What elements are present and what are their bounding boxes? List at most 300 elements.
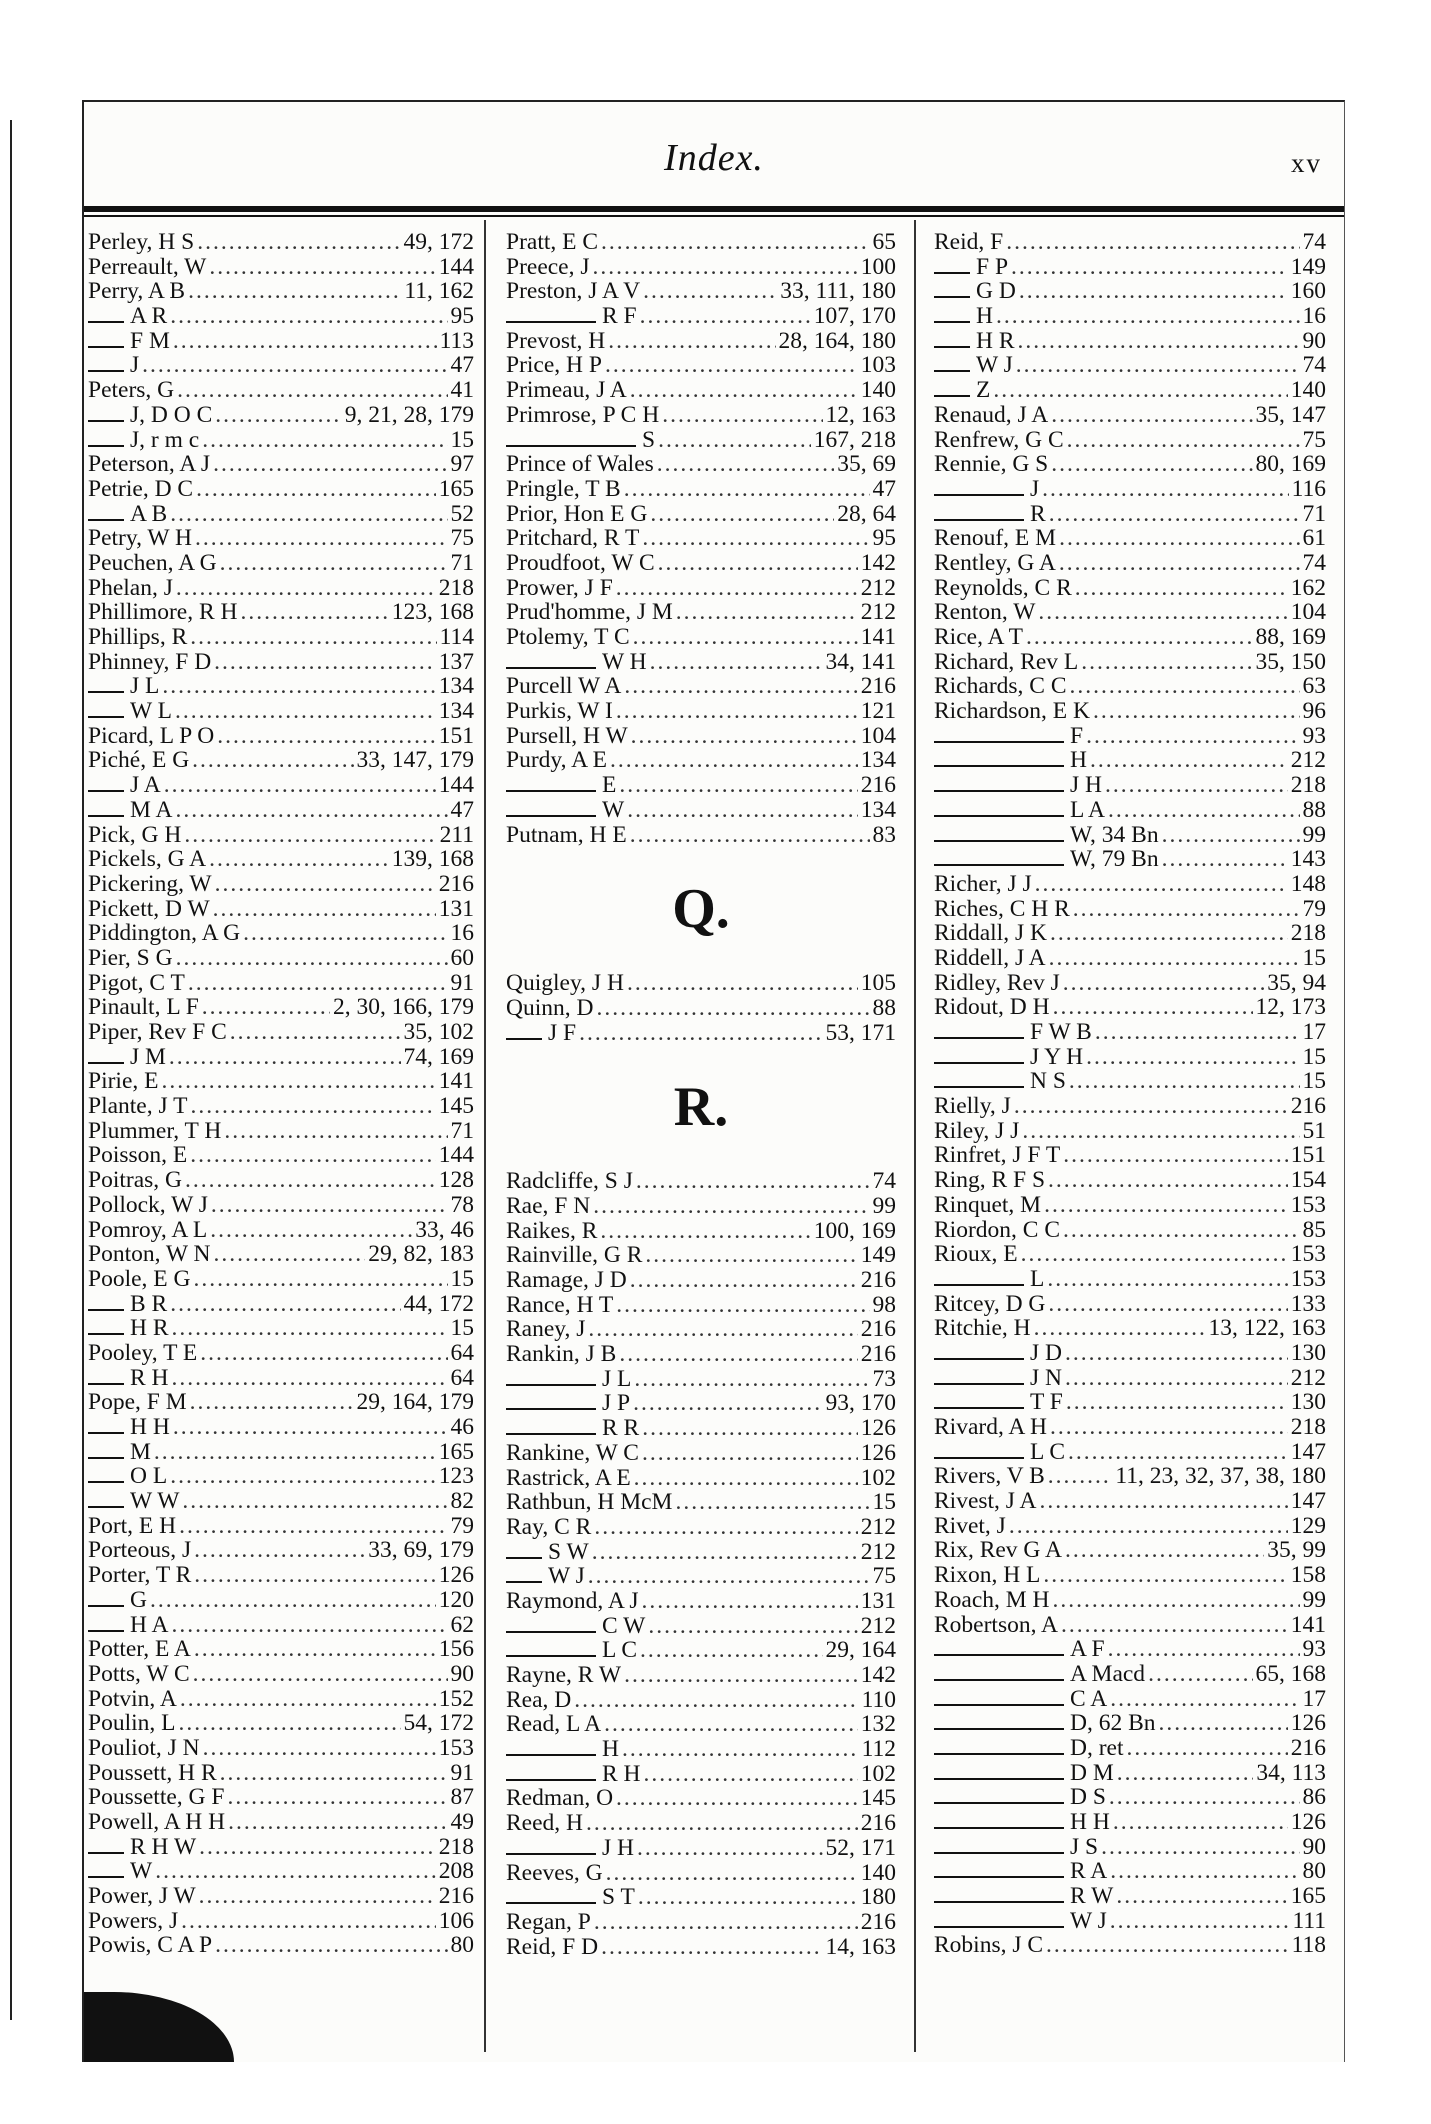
index-entry <box>506 403 896 428</box>
entry-name: J <box>1030 476 1040 502</box>
entry-name: D S <box>1070 1785 1106 1810</box>
entry-pages: 74, 169 <box>403 1044 474 1070</box>
entry-name: S T <box>602 1885 635 1910</box>
entry-pages: 78 <box>450 1192 474 1218</box>
leader-dots <box>190 1390 354 1415</box>
entry-pages: 60 <box>450 945 474 971</box>
entry-pages: 216 <box>860 1268 896 1293</box>
entry-pages: 216 <box>860 1342 896 1367</box>
leader-dots <box>180 1687 436 1712</box>
index-entry <box>506 1490 896 1515</box>
index-entry <box>88 452 474 477</box>
ditto-dash <box>88 1448 124 1459</box>
leader-dots <box>150 1588 436 1613</box>
index-entry <box>934 1687 1326 1712</box>
entry-pages: 93, 170 <box>825 1391 896 1417</box>
leader-dots <box>574 1688 858 1713</box>
entry-pages: 88 <box>1302 797 1326 823</box>
index-entry <box>88 600 474 625</box>
index-entry <box>88 897 474 922</box>
entry-pages: 61 <box>1302 526 1326 551</box>
leader-dots <box>172 1316 448 1341</box>
leader-dots <box>588 1564 870 1589</box>
entry-pages: 34, 141 <box>825 649 896 675</box>
index-entry <box>506 1515 896 1540</box>
entry-pages: 218 <box>1290 773 1326 798</box>
index-entry <box>88 1711 474 1736</box>
leader-dots <box>606 1861 858 1886</box>
entry-name: Rixon, H L <box>934 1563 1041 1588</box>
entry-name: Poussette, G F <box>88 1785 225 1810</box>
leader-dots <box>1108 798 1299 823</box>
entry-pages: 218 <box>438 575 474 601</box>
leader-dots <box>173 1415 448 1440</box>
entry-pages: 49, 172 <box>403 230 474 255</box>
entry-name: Pick, G H <box>88 822 182 848</box>
index-entry <box>506 1589 896 1614</box>
entry-pages: 35, 150 <box>1255 649 1326 675</box>
entry-pages: 73 <box>872 1366 896 1392</box>
index-entry <box>88 1193 474 1218</box>
leader-dots <box>993 378 1287 403</box>
entry-name: Prevost, H <box>506 328 606 354</box>
entry-pages: 218 <box>1290 921 1326 946</box>
entry-name: Renaud, J A <box>934 402 1049 428</box>
entry-pages: 28, 164, 180 <box>778 328 896 354</box>
header-rule-thin <box>84 215 1344 217</box>
index-entry <box>506 798 896 823</box>
entry-pages: 91 <box>450 1760 474 1786</box>
leader-dots <box>194 1637 436 1662</box>
header-rule <box>84 206 1344 212</box>
index-entry <box>506 823 896 848</box>
entry-name: J L <box>130 674 160 700</box>
entry-pages: 107, 170 <box>813 304 896 329</box>
entry-pages: 218 <box>438 1834 474 1860</box>
entry-name: Pirie, E <box>88 1069 159 1095</box>
index-entry <box>88 1736 474 1761</box>
leader-dots <box>1016 353 1300 378</box>
leader-dots <box>588 1317 857 1342</box>
index-entry <box>88 798 474 823</box>
index-entry <box>934 1267 1326 1292</box>
entry-name: Rice, A T <box>934 625 1023 650</box>
index-entry <box>88 699 474 724</box>
index-entry <box>934 1859 1326 1884</box>
leader-dots <box>1116 1884 1287 1909</box>
entry-name: Rayne, R W <box>506 1663 622 1688</box>
entry-name: Price, H P <box>506 353 602 379</box>
index-entry <box>506 1243 896 1268</box>
entry-name: Rinfret, J F T <box>934 1143 1061 1169</box>
ditto-dash <box>934 337 970 348</box>
entry-name: H A <box>130 1612 169 1638</box>
index-page <box>82 100 1345 2062</box>
index-entry <box>506 477 896 502</box>
entry-name: Phillimore, R H <box>88 600 238 625</box>
index-entry <box>934 1020 1326 1045</box>
entry-name: L <box>1030 1266 1045 1292</box>
index-entry <box>88 1909 474 1934</box>
entry-name: R H W <box>130 1834 197 1860</box>
entry-pages: 99 <box>1302 1587 1326 1613</box>
entry-name: J H <box>602 1835 634 1861</box>
entry-pages: 132 <box>860 1712 896 1738</box>
leader-dots <box>605 353 858 378</box>
entry-name: Pouliot, J N <box>88 1735 200 1761</box>
leader-dots <box>213 897 436 922</box>
index-entry <box>88 650 474 675</box>
leader-dots <box>1068 1440 1288 1465</box>
entry-name: Powers, J <box>88 1908 179 1934</box>
entry-pages: 35, 94 <box>1267 970 1326 996</box>
index-entry <box>506 1391 896 1416</box>
leader-dots <box>178 1711 400 1736</box>
entry-pages: 35, 69 <box>837 452 896 477</box>
entry-pages: 88, 169 <box>1255 625 1326 650</box>
entry-name: Riches, C H R <box>934 896 1070 922</box>
entry-pages: 145 <box>860 1786 896 1812</box>
leader-dots <box>1109 1785 1300 1810</box>
entry-name: Piddington, A G <box>88 921 241 946</box>
entry-pages: 52 <box>450 501 474 527</box>
ditto-dash <box>934 510 1024 521</box>
entry-name: Ponton, W N <box>88 1242 211 1267</box>
index-entry <box>506 699 896 724</box>
entry-name: J M <box>130 1044 166 1070</box>
leader-dots <box>170 1464 436 1489</box>
entry-pages: 75 <box>872 1564 896 1589</box>
index-entry <box>88 1242 474 1267</box>
leader-dots <box>1095 1020 1300 1045</box>
entry-pages: 212 <box>860 575 896 601</box>
entry-name: Read, L A <box>506 1712 602 1738</box>
leader-dots <box>616 1293 869 1318</box>
entry-pages: 216 <box>1290 1735 1326 1761</box>
index-entry <box>934 477 1326 502</box>
leader-dots <box>172 1613 448 1638</box>
leader-dots <box>648 1614 857 1639</box>
ditto-dash <box>934 1793 1064 1804</box>
leader-dots <box>650 502 834 527</box>
entry-name: Riddall, J K <box>934 921 1047 946</box>
entry-pages: 95 <box>450 304 474 329</box>
entry-pages: 130 <box>1290 1340 1326 1366</box>
entry-name: Phillips, R <box>88 625 188 650</box>
index-entry <box>506 1021 896 1046</box>
entry-pages: 153 <box>1290 1266 1326 1292</box>
entry-name: J <box>130 353 140 379</box>
index-entry <box>506 526 896 551</box>
leader-dots <box>640 304 811 329</box>
entry-name: Picard, L P O <box>88 723 215 749</box>
leader-dots <box>1127 1736 1288 1761</box>
index-entry <box>88 329 474 354</box>
index-entry <box>88 773 474 798</box>
entry-pages: 139, 168 <box>391 847 474 872</box>
entry-name: R F <box>602 304 637 329</box>
entry-name: M A <box>130 797 173 823</box>
entry-pages: 79 <box>1302 896 1326 922</box>
entry-name: W J <box>976 353 1013 379</box>
leader-dots <box>636 1169 870 1194</box>
entry-pages: 212 <box>860 600 896 625</box>
leader-dots <box>1044 1193 1288 1218</box>
entry-pages: 100 <box>860 254 896 280</box>
index-entry <box>88 921 474 946</box>
leader-dots <box>1065 1366 1288 1391</box>
entry-name: Reeves, G <box>506 1860 603 1886</box>
ditto-dash <box>88 707 124 718</box>
index-entry <box>506 650 896 675</box>
index-entry <box>934 724 1326 749</box>
entry-pages: 216 <box>860 674 896 700</box>
entry-pages: 140 <box>860 378 896 403</box>
index-entry <box>88 1785 474 1810</box>
index-entry <box>506 230 896 255</box>
entry-name: Porteous, J <box>88 1538 192 1564</box>
entry-pages: 47 <box>872 476 896 502</box>
entry-name: Pier, S G <box>88 945 173 971</box>
entry-pages: 17 <box>1302 1686 1326 1712</box>
entry-name: F <box>1070 723 1084 749</box>
entry-name: Rioux, E <box>934 1242 1018 1267</box>
leader-dots <box>650 650 823 675</box>
leader-dots <box>593 1194 869 1219</box>
index-entry <box>934 600 1326 625</box>
entry-pages: 93 <box>1302 723 1326 749</box>
entry-name: Potts, W C <box>88 1661 190 1687</box>
entry-name: Ritcey, D G <box>934 1291 1046 1317</box>
leader-dots <box>1034 1316 1206 1341</box>
entry-name: W J <box>1070 1908 1107 1934</box>
leader-dots <box>220 1761 448 1786</box>
index-entry <box>506 1762 896 1787</box>
entry-pages: 74 <box>1302 550 1326 576</box>
entry-name: Rivet, J <box>934 1513 1006 1539</box>
entry-pages: 212 <box>860 1613 896 1639</box>
entry-name: H R <box>976 328 1015 354</box>
index-entry <box>88 1810 474 1835</box>
ditto-dash <box>934 361 970 372</box>
index-entry <box>934 1563 1326 1588</box>
leader-dots <box>202 995 330 1020</box>
leader-dots <box>1059 551 1300 576</box>
entry-pages: 118 <box>1291 1933 1326 1959</box>
index-entry <box>88 872 474 897</box>
leader-dots <box>1093 699 1300 724</box>
index-entry <box>88 1588 474 1613</box>
index-entry <box>88 847 474 872</box>
entry-name: Pope, F M <box>88 1390 187 1415</box>
leader-dots <box>170 502 447 527</box>
leader-dots <box>1047 1267 1287 1292</box>
leader-dots <box>1148 1662 1252 1687</box>
leader-dots <box>1101 1835 1299 1860</box>
entry-pages: 104 <box>860 723 896 749</box>
index-entry <box>934 650 1326 675</box>
leader-dots <box>645 1243 857 1268</box>
section-letter: R. <box>673 1076 729 1139</box>
leader-dots <box>185 1168 436 1193</box>
index-column-2 <box>484 220 914 2052</box>
entry-name: Ridley, Rev J <box>934 970 1060 996</box>
index-entry <box>506 576 896 601</box>
entry-name: F W B <box>1030 1020 1092 1045</box>
ditto-dash <box>88 1867 124 1878</box>
index-entry <box>934 526 1326 551</box>
leader-dots <box>1063 1218 1299 1243</box>
entry-name: G <box>130 1587 147 1613</box>
leader-dots <box>176 576 436 601</box>
entry-name: Rankin, J B <box>506 1342 617 1367</box>
index-entry <box>934 1242 1326 1267</box>
index-entry <box>88 1637 474 1662</box>
entry-name: Rivard, A H <box>934 1415 1047 1440</box>
entry-pages: 116 <box>1291 476 1326 502</box>
entry-name: Rainville, G R <box>506 1243 643 1268</box>
leader-dots <box>1006 230 1299 255</box>
index-entry <box>934 403 1326 428</box>
entry-pages: 131 <box>438 896 474 922</box>
leader-dots <box>190 1094 435 1119</box>
ditto-dash <box>934 1077 1024 1088</box>
index-entry <box>506 1811 896 1836</box>
entry-pages: 29, 164, 179 <box>356 1390 474 1415</box>
ditto-dash <box>88 436 124 447</box>
entry-pages: 160 <box>1290 279 1326 305</box>
entry-name: Poussett, H R <box>88 1760 217 1786</box>
leader-dots <box>243 921 447 946</box>
entry-name: Richard, Rev L <box>934 649 1079 675</box>
leader-dots <box>1048 1292 1287 1317</box>
entry-pages: 75 <box>1302 427 1326 453</box>
index-entry <box>934 625 1326 650</box>
ditto-dash <box>506 1622 596 1633</box>
entry-pages: 129 <box>1290 1513 1326 1539</box>
entry-name: Preston, J A V <box>506 279 641 305</box>
ditto-dash <box>934 831 1064 842</box>
index-entry <box>88 1119 474 1144</box>
leader-dots <box>177 378 447 403</box>
leader-dots <box>1049 502 1300 527</box>
ditto-dash <box>506 658 596 669</box>
index-entry <box>88 1884 474 1909</box>
index-entry <box>934 823 1326 848</box>
entry-name: Rastrick, A E <box>506 1465 631 1491</box>
leader-dots <box>642 1441 858 1466</box>
entry-pages: 128 <box>438 1168 474 1193</box>
leader-dots <box>600 1219 810 1244</box>
entry-name: W J <box>548 1564 585 1589</box>
leader-dots <box>643 279 777 304</box>
entry-pages: 131 <box>860 1588 896 1614</box>
entry-name: N S <box>1030 1069 1066 1095</box>
leader-dots <box>1073 897 1300 922</box>
entry-pages: 212 <box>860 1539 896 1565</box>
index-entry <box>506 1786 896 1811</box>
entry-pages: 95 <box>872 526 896 551</box>
entry-name: Pritchard, R T <box>506 526 640 551</box>
ditto-dash <box>934 312 970 323</box>
entry-name: O L <box>130 1464 168 1490</box>
entry-pages: 34, 113 <box>1256 1760 1326 1786</box>
index-entry <box>88 1613 474 1638</box>
entry-pages: 144 <box>438 773 474 798</box>
entry-name: Robertson, A <box>934 1612 1059 1638</box>
index-entry <box>506 1663 896 1688</box>
entry-pages: 29, 82, 183 <box>368 1242 474 1267</box>
leader-dots <box>630 1268 858 1293</box>
leader-dots <box>1110 1687 1299 1712</box>
leader-dots <box>170 1292 400 1317</box>
ditto-dash <box>506 1375 596 1386</box>
entry-name: S <box>642 427 656 453</box>
entry-pages: 35, 99 <box>1267 1538 1326 1564</box>
leader-dots <box>616 576 858 601</box>
entry-pages: 180 <box>860 1885 896 1910</box>
index-entry <box>934 428 1326 453</box>
entry-name: Rinquet, M <box>934 1192 1042 1218</box>
index-entry <box>506 1638 896 1663</box>
entry-name: Raikes, R <box>506 1218 598 1244</box>
index-entry <box>88 1341 474 1366</box>
index-column-3 <box>914 220 1344 2052</box>
entry-name: Pickett, D W <box>88 896 210 922</box>
leader-dots <box>1075 576 1288 601</box>
entry-name: Preece, J <box>506 254 590 280</box>
index-entry <box>934 1094 1326 1119</box>
entry-pages: 99 <box>1302 822 1326 848</box>
index-entry <box>934 378 1326 403</box>
index-entry <box>506 748 896 773</box>
ditto-dash <box>506 1646 596 1657</box>
leader-dots <box>616 699 858 724</box>
leader-dots <box>594 1515 857 1540</box>
leader-dots <box>209 255 435 280</box>
entry-name: Quigley, J H <box>506 971 624 996</box>
entry-name: Reed, H <box>506 1811 584 1836</box>
leader-dots <box>1117 1761 1254 1786</box>
index-entry <box>934 773 1326 798</box>
entry-name: Port, E H <box>88 1513 177 1539</box>
leader-dots <box>210 1218 412 1243</box>
entry-name: F P <box>976 254 1009 280</box>
ditto-dash <box>506 436 636 447</box>
leader-dots <box>214 1242 366 1267</box>
ditto-dash <box>934 1349 1024 1360</box>
index-entry <box>88 1563 474 1588</box>
entry-pages: 13, 122, 163 <box>1208 1316 1326 1341</box>
leader-dots <box>181 1909 436 1934</box>
entry-name: Peterson, A J <box>88 452 211 477</box>
leader-dots <box>215 872 436 897</box>
entry-pages: 47 <box>450 797 474 823</box>
ditto-dash <box>934 1892 1064 1903</box>
entry-pages: 44, 172 <box>403 1291 474 1317</box>
leader-dots <box>594 1910 858 1935</box>
entry-pages: 14, 163 <box>825 1934 896 1960</box>
leader-dots <box>622 1737 859 1762</box>
leader-dots <box>657 452 834 477</box>
entry-pages: 165 <box>438 1439 474 1465</box>
leader-dots <box>199 1835 436 1860</box>
entry-name: J N <box>1030 1365 1062 1391</box>
leader-dots <box>601 1935 822 1960</box>
index-entry <box>88 1069 474 1094</box>
entry-name: J H <box>1070 773 1102 798</box>
entry-name: R A <box>1070 1859 1108 1885</box>
